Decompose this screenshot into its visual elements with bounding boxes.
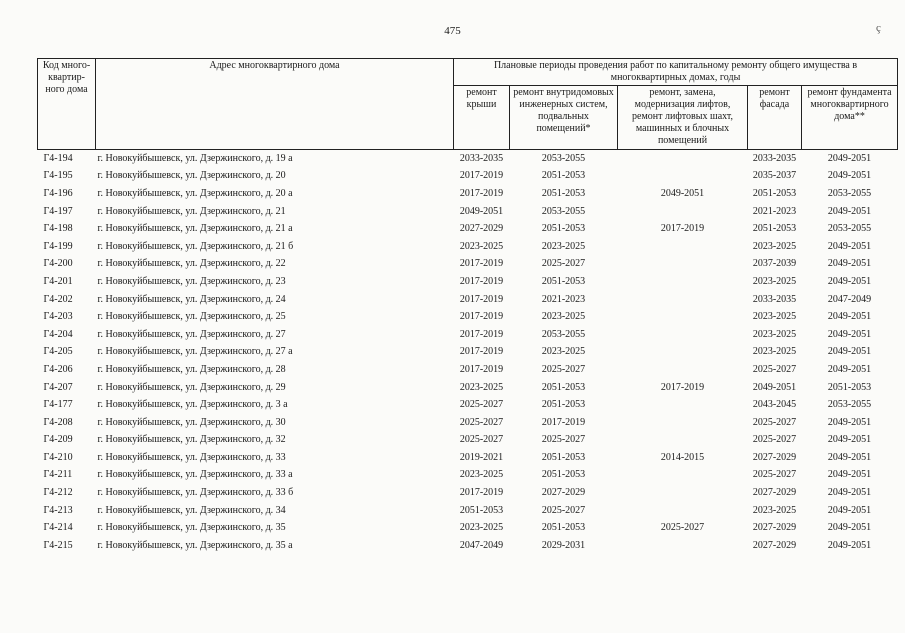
cell-lifts: 2049-2051 [660,187,705,199]
table-row [38,203,898,221]
cell-facade: 2023-2025 [752,346,797,358]
cell-facade: 2021-2023 [752,205,797,217]
table-row [38,344,898,362]
cell-roof: 2017-2019 [459,170,504,182]
cell-internal: 2051-2053 [541,223,586,235]
cell-foundation: 2049-2051 [827,451,872,463]
cell-internal: 2029-2031 [541,539,586,551]
cell-lifts [618,484,748,502]
table-row [38,326,898,344]
cell-address: г. Новокуйбышевск, ул. Дзержинского, д. 30 [97,416,286,428]
cell-foundation: 2049-2051 [827,539,872,551]
cell-code: Г4-197 [43,205,73,217]
cell-address: г. Новокуйбышевск, ул. Дзержинского, д. 25 [97,311,286,323]
header-code: Код много-квартир-ного дома [38,59,96,150]
table-row [38,168,898,186]
cell-address: г. Новокуйбышевск, ул. Дзержинского, д. 34 [97,504,286,516]
cell-code: Г4-196 [43,187,73,199]
cell-code: Г4-213 [43,504,73,516]
cell-lifts [618,238,748,256]
table-row [38,185,898,203]
cell-internal: 2051-2053 [541,275,586,287]
cell-roof: 2023-2025 [459,240,504,252]
cell-foundation: 2049-2051 [827,275,872,287]
table-row [38,308,898,326]
cell-code: Г4-215 [43,539,73,551]
cell-address: г. Новокуйбышевск, ул. Дзержинского, д. 22 [97,258,286,270]
cell-roof: 2051-2053 [459,504,504,516]
cell-lifts: 2014-2015 [660,451,705,463]
cell-lifts [618,361,748,379]
cell-internal: 2021-2023 [541,293,586,305]
cell-foundation: 2053-2055 [827,399,872,411]
cell-address: г. Новокуйбышевск, ул. Дзержинского, д. 35 [97,522,286,534]
cell-internal: 2053-2055 [541,328,586,340]
cell-roof: 2023-2025 [459,381,504,393]
cell-roof: 2025-2027 [459,416,504,428]
header-lifts: ремонт, замена, модернизация лифтов, ремонт лифтовых шахт, машинных и блочных помещений [618,86,748,150]
table-body [38,150,898,555]
cell-foundation: 2049-2051 [827,522,872,534]
cell-foundation: 2049-2051 [827,487,872,499]
cell-code: Г4-205 [43,346,73,358]
cell-foundation: 2049-2051 [827,240,872,252]
cell-facade: 2033-2035 [752,152,797,164]
cell-lifts: 2017-2019 [660,223,705,235]
cell-address: г. Новокуйбышевск, ул. Дзержинского, д. 20 [97,170,286,182]
cell-internal: 2051-2053 [541,187,586,199]
cell-lifts [618,396,748,414]
cell-lifts [618,273,748,291]
table-row [38,432,898,450]
cell-facade: 2051-2053 [752,223,797,235]
cell-roof: 2033-2035 [459,152,504,164]
cell-internal: 2017-2019 [541,416,586,428]
table-row [38,519,898,537]
cell-lifts [618,414,748,432]
page-number: 475 [444,25,461,37]
cell-roof: 2017-2019 [459,187,504,199]
cell-lifts [618,326,748,344]
repair-schedule-table [37,58,898,555]
cell-roof: 2019-2021 [459,451,504,463]
cell-address: г. Новокуйбышевск, ул. Дзержинского, д. 23 [97,275,286,287]
cell-address: г. Новокуйбышевск, ул. Дзержинского, д. 27 а [97,346,293,358]
cell-address: г. Новокуйбышевск, ул. Дзержинского, д. 21 [97,205,286,217]
cell-address: г. Новокуйбышевск, ул. Дзержинского, д. 20 а [97,187,293,199]
cell-facade: 2023-2025 [752,311,797,323]
cell-facade: 2023-2025 [752,275,797,287]
cell-internal: 2025-2027 [541,434,586,446]
cell-roof: 2023-2025 [459,522,504,534]
cell-internal: 2027-2029 [541,487,586,499]
table-row [38,220,898,238]
cell-code: Г4-206 [43,363,73,375]
cell-foundation: 2049-2051 [827,311,872,323]
cell-internal: 2023-2025 [541,311,586,323]
cell-lifts [618,502,748,520]
cell-roof: 2017-2019 [459,275,504,287]
cell-code: Г4-209 [43,434,73,446]
table-row [38,467,898,485]
cell-lifts: 2017-2019 [660,381,705,393]
cell-roof: 2017-2019 [459,346,504,358]
cell-roof: 2023-2025 [459,469,504,481]
cell-facade: 2049-2051 [752,381,797,393]
header-periods: Плановые периоды проведения работ по капитальному ремонту общего имущества в многоквартирных домах, годы [454,59,898,86]
cell-facade: 2027-2029 [752,522,797,534]
cell-roof: 2017-2019 [459,363,504,375]
cell-lifts [618,256,748,274]
cell-address: г. Новокуйбышевск, ул. Дзержинского, д. 33 б [97,487,294,499]
header-facade: ремонт фасада [748,86,802,150]
header-address: Адрес многоквартирного дома [96,59,454,150]
cell-address: г. Новокуйбышевск, ул. Дзержинского, д. 27 [97,328,286,340]
cell-foundation: 2053-2055 [827,223,872,235]
cell-lifts [618,308,748,326]
cell-roof: 2027-2029 [459,223,504,235]
cell-facade: 2051-2053 [752,187,797,199]
cell-internal: 2051-2053 [541,170,586,182]
table-row [38,379,898,397]
cell-facade: 2025-2027 [752,469,797,481]
table-row [38,537,898,555]
cell-internal: 2053-2055 [541,205,586,217]
cell-internal: 2025-2027 [541,363,586,375]
cell-roof: 2025-2027 [459,434,504,446]
table-row [38,273,898,291]
cell-code: Г4-211 [43,469,73,481]
table-row [38,238,898,256]
cell-roof: 2017-2019 [459,293,504,305]
cell-foundation: 2049-2051 [827,328,872,340]
cell-code: Г4-177 [43,399,73,411]
cell-address: г. Новокуйбышевск, ул. Дзержинского, д. 33 а [97,469,293,481]
table-row [38,449,898,467]
cell-internal: 2023-2025 [541,240,586,252]
cell-foundation: 2049-2051 [827,346,872,358]
cell-foundation: 2053-2055 [827,187,872,199]
cell-facade: 2033-2035 [752,293,797,305]
cell-internal: 2023-2025 [541,346,586,358]
cell-lifts [618,150,748,168]
cell-code: Г4-195 [43,170,73,182]
cell-roof: 2017-2019 [459,258,504,270]
table-row [38,361,898,379]
cell-code: Г4-212 [43,487,73,499]
cell-internal: 2053-2055 [541,152,586,164]
cell-address: г. Новокуйбышевск, ул. Дзержинского, д. 32 [97,434,286,446]
cell-address: г. Новокуйбышевск, ул. Дзержинского, д. 28 [97,363,286,375]
table-row [38,256,898,274]
cell-lifts: 2025-2027 [660,522,705,534]
cell-lifts [618,467,748,485]
cell-facade: 2025-2027 [752,416,797,428]
cell-foundation: 2049-2051 [827,205,872,217]
cell-address: г. Новокуйбышевск, ул. Дзержинского, д. 21 б [97,240,294,252]
cell-internal: 2051-2053 [541,451,586,463]
cell-roof: 2017-2019 [459,311,504,323]
cell-code: Г4-203 [43,311,73,323]
cell-code: Г4-201 [43,275,73,287]
cell-address: г. Новокуйбышевск, ул. Дзержинского, д. 24 [97,293,286,305]
cell-address: г. Новокуйбышевск, ул. Дзержинского, д. 33 [97,451,286,463]
cell-internal: 2051-2053 [541,381,586,393]
cell-internal: 2025-2027 [541,258,586,270]
cell-foundation: 2049-2051 [827,416,872,428]
cell-facade: 2023-2025 [752,504,797,516]
cell-code: Г4-202 [43,293,73,305]
cell-roof: 2017-2019 [459,487,504,499]
cell-foundation: 2049-2051 [827,152,872,164]
cell-roof: 2049-2051 [459,205,504,217]
cell-facade: 2025-2027 [752,363,797,375]
cell-foundation: 2049-2051 [827,469,872,481]
cell-internal: 2051-2053 [541,469,586,481]
cell-facade: 2027-2029 [752,451,797,463]
cell-foundation: 2049-2051 [827,363,872,375]
cell-code: Г4-210 [43,451,73,463]
cell-code: Г4-199 [43,240,73,252]
cell-facade: 2023-2025 [752,328,797,340]
cell-address: г. Новокуйбышевск, ул. Дзержинского, д. 3 а [97,399,288,411]
cell-facade: 2037-2039 [752,258,797,270]
cell-roof: 2025-2027 [459,399,504,411]
cell-facade: 2027-2029 [752,487,797,499]
table-row [38,502,898,520]
cell-foundation: 2049-2051 [827,170,872,182]
cell-lifts [618,291,748,309]
cell-code: Г4-208 [43,416,73,428]
table-row [38,484,898,502]
cell-code: Г4-207 [43,381,73,393]
cell-address: г. Новокуйбышевск, ул. Дзержинского, д. 29 [97,381,286,393]
cell-lifts [618,168,748,186]
cell-internal: 2051-2053 [541,399,586,411]
cell-code: Г4-204 [43,328,73,340]
cell-code: Г4-198 [43,223,73,235]
table-row [38,396,898,414]
cell-foundation: 2051-2053 [827,381,872,393]
cell-lifts [618,432,748,450]
cell-facade: 2027-2029 [752,539,797,551]
cell-lifts [618,344,748,362]
cell-address: г. Новокуйбышевск, ул. Дзержинского, д. 19 а [97,152,293,164]
cell-roof: 2047-2049 [459,539,504,551]
cell-foundation: 2047-2049 [827,293,872,305]
cell-code: Г4-200 [43,258,73,270]
cell-facade: 2023-2025 [752,240,797,252]
cell-internal: 2025-2027 [541,504,586,516]
cell-foundation: 2049-2051 [827,258,872,270]
corner-mark: ç [876,22,881,34]
cell-code: Г4-194 [43,152,73,164]
cell-foundation: 2049-2051 [827,504,872,516]
header-internal: ремонт внутридомовых инженерных систем, подвальных помещений* [510,86,618,150]
header-foundation: ремонт фундамента многоквартирного дома** [802,86,898,150]
cell-facade: 2043-2045 [752,399,797,411]
cell-code: Г4-214 [43,522,73,534]
cell-lifts [618,537,748,555]
cell-foundation: 2049-2051 [827,434,872,446]
header-roof: ремонт крыши [454,86,510,150]
table-header [38,59,898,150]
table-row [38,150,898,168]
cell-address: г. Новокуйбышевск, ул. Дзержинского, д. 21 а [97,223,293,235]
cell-lifts [618,203,748,221]
cell-address: г. Новокуйбышевск, ул. Дзержинского, д. 35 а [97,539,293,551]
cell-facade: 2035-2037 [752,170,797,182]
cell-internal: 2051-2053 [541,522,586,534]
table-row [38,291,898,309]
cell-roof: 2017-2019 [459,328,504,340]
table-row [38,414,898,432]
cell-facade: 2025-2027 [752,434,797,446]
